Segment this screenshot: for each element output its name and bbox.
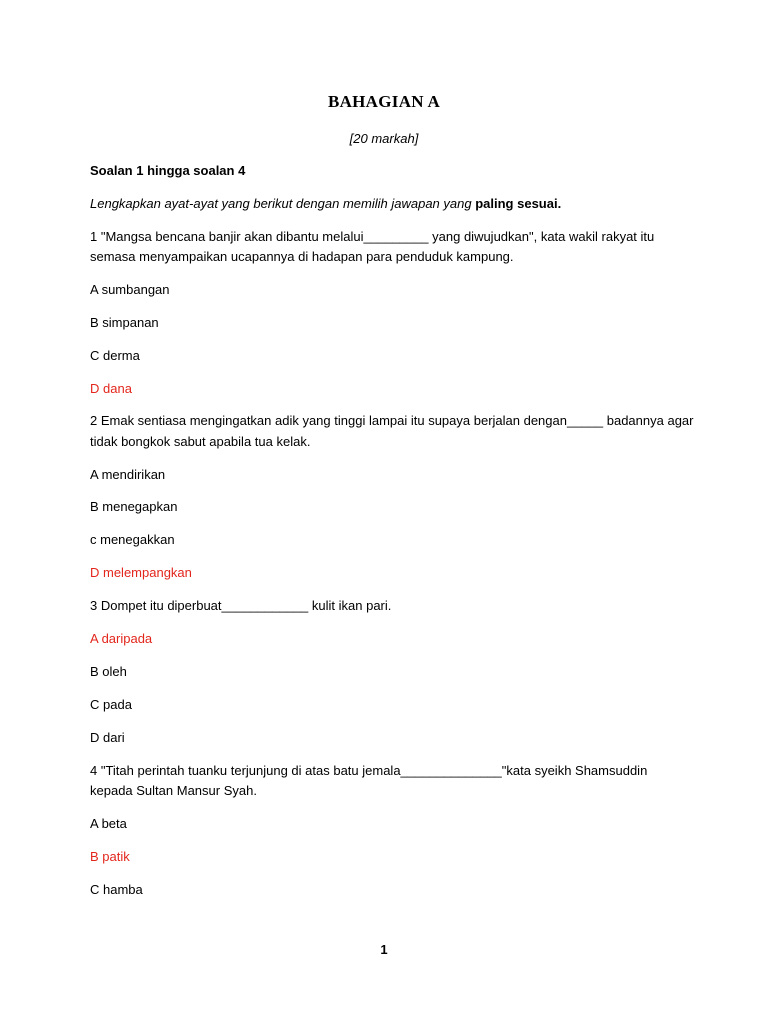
question-4-option-b-answer: B patik [90,849,130,864]
question-2-option-b: B menegapkan [90,499,178,514]
question-4-option-c: C hamba [90,882,143,897]
page-title: BAHAGIAN A [327,92,441,111]
question-3-option-b: B oleh [90,664,127,679]
instruction [90,194,561,214]
question-1-option-d-answer: D dana [90,381,132,396]
question-3-option-c: C pada [90,697,132,712]
section-label: Soalan 1 hingga soalan 4 [90,163,246,178]
instruction-emphasis: paling sesuai. [475,196,562,211]
question-1-option-b: B simpanan [90,315,159,330]
page-number: 1 [380,942,388,957]
question-2-option-d-answer: D melempangkan [90,565,192,580]
instruction-text: Lengkapkan ayat-ayat yang berikut dengan memilih jawapan yang [90,196,472,211]
question-2-text-line-2: tidak bongkok sabut apabila tua kelak. [90,434,311,449]
question-4-text-line-2: kepada Sultan Mansur Syah. [90,783,257,798]
question-2-text-line-1: 2 Emak sentiasa mengingatkan adik yang tinggi lampai itu supaya berjalan dengan_____ badannya agar [90,413,694,428]
question-1-text-line-2: semasa menyampaikan ucapannya di hadapan para penduduk kampung. [90,249,514,264]
question-4-option-a: A beta [90,816,127,831]
question-4-text-line-1: 4 "Titah perintah tuanku terjunjung di atas batu jemala______________"kata syeikh Shamsuddin [90,763,648,778]
question-1-text-line-1: 1 "Mangsa bencana banjir akan dibantu melalui_________ yang diwujudkan", kata wakil rakyat itu [90,229,655,244]
question-1-option-a: A sumbangan [90,282,170,297]
question-1-option-c: C derma [90,348,140,363]
question-2-option-a: A mendirikan [90,467,166,482]
question-2-option-c: c menegakkan [90,532,175,547]
question-3-option-d: D dari [90,730,125,745]
marks-label: [20 markah] [349,131,419,146]
question-3-text-line-1: 3 Dompet itu diperbuat____________ kulit ikan pari. [90,598,392,613]
question-3-option-a-answer: A daripada [90,631,153,646]
